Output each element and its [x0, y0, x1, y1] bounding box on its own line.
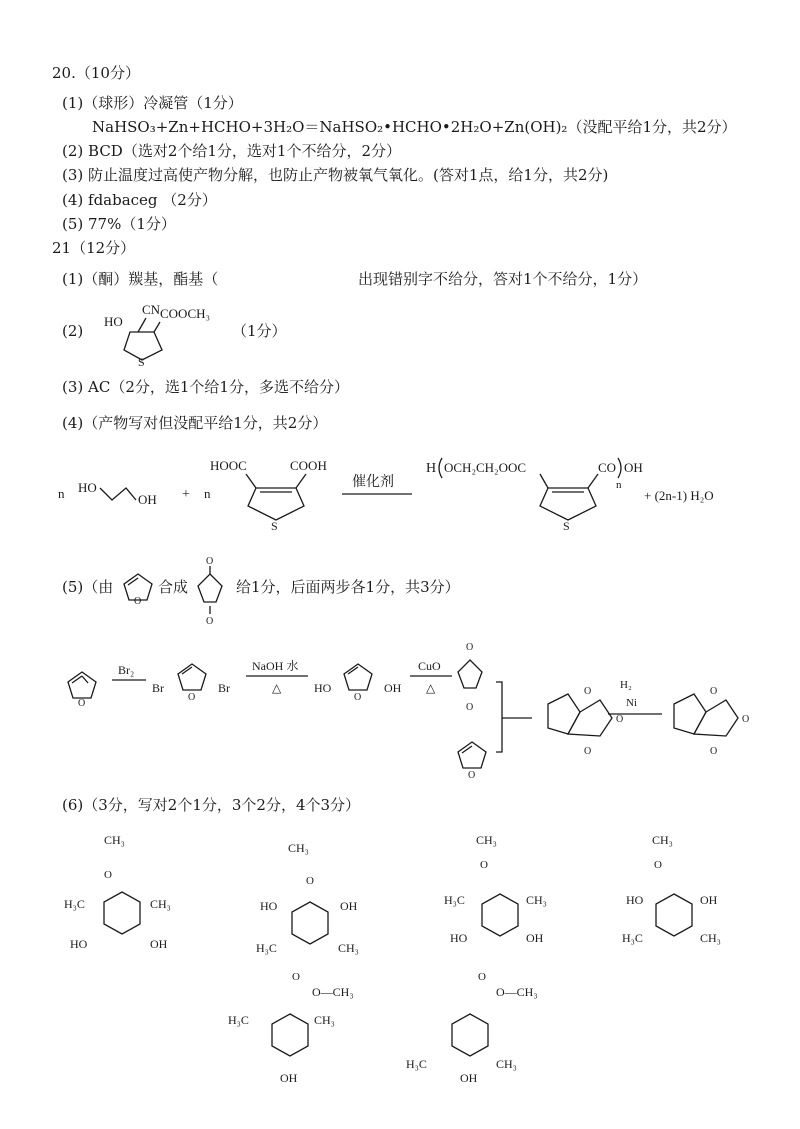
svg-text:O: O [306, 875, 314, 887]
svg-text:S: S [563, 519, 570, 533]
svg-text:O: O [742, 714, 750, 725]
svg-text:Ni: Ni [626, 697, 637, 709]
svg-text:n: n [58, 486, 65, 501]
svg-text:CH₃: CH₃ [652, 833, 673, 847]
svg-text:O: O [710, 686, 718, 697]
svg-text:Br₂: Br₂ [118, 663, 135, 677]
svg-text:O: O [78, 698, 86, 709]
svg-text:H₂: H₂ [620, 679, 632, 691]
svg-text:O: O [480, 859, 488, 871]
q21-part5-b: 合成 [158, 578, 189, 596]
isomer-3 [444, 833, 547, 945]
q21-part5-c: 给1分，后面两步各1分，共3分） [236, 578, 460, 596]
svg-text:O: O [466, 702, 474, 713]
svg-text:O: O [292, 971, 300, 983]
svg-text:NaOH 水: NaOH 水 [252, 659, 299, 673]
svg-text:CH₃: CH₃ [496, 1057, 517, 1071]
svg-text:H₃C: H₃C [406, 1057, 427, 1071]
svg-text:CH₃: CH₃ [314, 1013, 335, 1027]
svg-text:O: O [584, 746, 592, 757]
mol-cn: CN [142, 302, 161, 317]
svg-text:CH₃: CH₃ [700, 931, 721, 945]
q21-part6: (6)（3分，写对2个1分，3个2分，4个3分） [62, 796, 361, 814]
svg-text:HO: HO [626, 893, 644, 907]
svg-text:O—CH₃: O—CH₃ [312, 985, 354, 999]
q20-part5: (5) 77%（1分） [62, 215, 176, 233]
mol-s: S [138, 355, 145, 368]
svg-text:H₃C: H₃C [622, 931, 643, 945]
mol-cooch3: COOCH₃ [160, 306, 211, 321]
svg-text:CH₃: CH₃ [526, 893, 547, 907]
svg-text:COOH: COOH [290, 458, 327, 473]
svg-text:H₃C: H₃C [228, 1013, 249, 1027]
q21-part2-label: (2) [62, 322, 84, 340]
q21-part1-scoring: 出现错别字不给分，答对1个不给分，1分） [358, 270, 648, 288]
svg-text:OH: OH [700, 893, 718, 907]
isomer-1 [64, 833, 171, 951]
svg-text:O: O [354, 692, 362, 703]
svg-text:OH: OH [340, 899, 358, 913]
svg-text:H: H [426, 461, 437, 476]
svg-text:OH: OH [280, 1071, 298, 1085]
svg-text:CH₃: CH₃ [476, 833, 497, 847]
q21-part1: (1)（酮）羰基，酯基（ [62, 270, 219, 288]
q20-part3: (3) 防止温度过高使产物分解，也防止产物被氧气氧化。(答对1点，给1分，共2分) [62, 166, 609, 184]
svg-text:△: △ [272, 681, 282, 695]
svg-text:O: O [468, 770, 476, 781]
svg-text:CH₃: CH₃ [338, 941, 359, 955]
svg-text:Br: Br [218, 681, 230, 695]
furan-icon [118, 568, 158, 608]
svg-text:+ (2n-1) H₂O: + (2n-1) H₂O [644, 488, 714, 503]
svg-text:OH: OH [624, 460, 643, 475]
svg-text:H₃C: H₃C [64, 897, 85, 911]
q20-part1: (1)（球形）冷凝管（1分） [62, 94, 243, 112]
svg-text:CH₃: CH₃ [104, 833, 125, 847]
svg-text:HO: HO [450, 931, 468, 945]
svg-text:O: O [478, 971, 486, 983]
mol-ho: HO [104, 314, 123, 329]
svg-text:H₃C: H₃C [444, 893, 465, 907]
svg-text:CH₃: CH₃ [288, 841, 309, 855]
q20-part4: (4) fdabaceg （2分） [62, 191, 217, 209]
svg-text:CH₃: CH₃ [150, 897, 171, 911]
svg-text:O: O [134, 596, 142, 607]
q20-header: 20.（10分） [52, 64, 140, 82]
svg-text:△: △ [426, 681, 436, 695]
svg-text:O: O [466, 642, 474, 653]
isomer-6 [406, 971, 538, 1085]
isomer-2 [256, 841, 359, 955]
svg-text:CO: CO [598, 460, 617, 475]
svg-text:O: O [616, 714, 624, 725]
q21-part5-a: (5)（由 [62, 578, 114, 596]
part2-molecule [98, 296, 228, 368]
svg-text:OH: OH [526, 931, 544, 945]
svg-text:O—CH₃: O—CH₃ [496, 985, 538, 999]
svg-text:HOOC: HOOC [210, 458, 247, 473]
svg-text:OH: OH [150, 937, 168, 951]
q21-part4: (4)（产物写对但没配平给1分，共2分） [62, 414, 328, 432]
svg-text:Br: Br [152, 681, 164, 695]
svg-text:n: n [616, 479, 622, 491]
svg-text:S: S [271, 519, 278, 533]
svg-text:O: O [206, 616, 214, 627]
svg-text:O: O [104, 869, 112, 881]
svg-text:HO: HO [260, 899, 278, 913]
isomer-4 [622, 833, 721, 945]
svg-text:CuO: CuO [418, 659, 441, 673]
part6-isomers [60, 830, 780, 1100]
isomer-5 [228, 971, 354, 1085]
svg-text:O: O [710, 746, 718, 757]
q21-header: 21（12分） [52, 239, 136, 257]
svg-text:HO: HO [314, 681, 332, 695]
part4-equation [50, 448, 790, 534]
svg-text:OH: OH [138, 492, 157, 507]
svg-text:+: + [182, 487, 190, 502]
svg-text:O: O [188, 692, 196, 703]
q20-part1-equation: NaHSO₃+Zn+HCHO+3H₂O＝NaHSO₂•HCHO•2H₂O+Zn(OH)₂（没配平给1分，共2分） [92, 118, 737, 136]
q20-part2: (2) BCD（选对2个给1分，选对1个不给分，2分） [62, 142, 401, 160]
svg-text:OH: OH [384, 681, 402, 695]
svg-text:OCH₂CH₂OOC: OCH₂CH₂OOC [444, 460, 527, 475]
svg-text:O: O [584, 686, 592, 697]
q21-part3: (3) AC（2分，选1个给1分，多选不给分） [62, 378, 349, 396]
svg-text:催化剂: 催化剂 [352, 475, 394, 490]
svg-text:O: O [654, 859, 662, 871]
svg-text:O: O [206, 556, 214, 567]
svg-text:H₃C: H₃C [256, 941, 277, 955]
svg-text:n: n [204, 486, 211, 501]
svg-text:HO: HO [70, 937, 88, 951]
part5-scheme [60, 634, 780, 784]
q21-part2-score: （1分） [232, 322, 287, 340]
svg-text:OH: OH [460, 1071, 478, 1085]
svg-text:HO: HO [78, 480, 97, 495]
maleic-anhydride-icon [186, 552, 236, 628]
